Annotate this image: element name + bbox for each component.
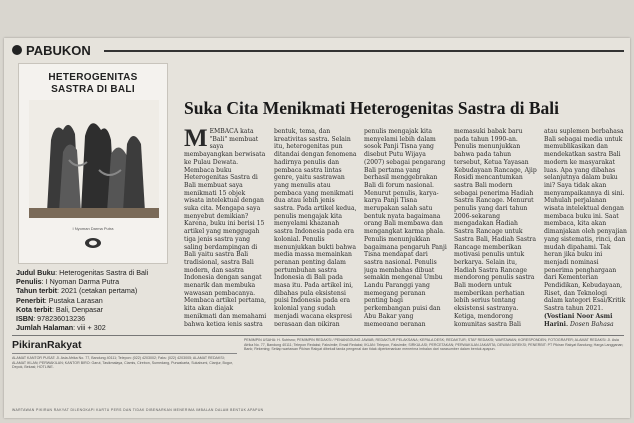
book-info-key: Jumlah Halaman	[16, 323, 74, 333]
author-signature-role: Dosen Bahasa	[570, 320, 614, 326]
column-text: penulis mengajak kita menyelami lebih dalam sosok Panji Tisna yang disebut Putu Wijaya (2007) sebagai pengarang Bali pertama yang berhasil menggebrakan Bali di forum nasional. Menurut penulis, karya-karya Panji Tisna merupakan salah satu bentuk nyata bagaimana orang Bali membawa dan mengangkat karma phala. Penulis menunjukkan bagaimana pengaruh Panji Tisna mendapat dari sastra nasional. Penulis juga membahas dibuat semakin mengenal Umbu Landu Paranggi yang memegang peranan penting bagi perkembangan puisi dan Abu Bakar yang memegang peranan	[364, 128, 447, 326]
section-rule	[104, 50, 624, 52]
book-info-value: : I Nyoman Darma Putra	[41, 277, 120, 287]
footer-strip: WARTAWAN PIKIRAN RAKYAT DILENGKAPI KARTU PERS DAN TIDAK DIBENARKAN MENERIMA IMBALAN DALAM BENTUK APAPUN	[12, 408, 264, 412]
book-info-key: Penerbit	[16, 295, 45, 305]
book-info-key: Judul Buku	[16, 268, 56, 277]
cover-title	[19, 72, 167, 96]
book-info-value: : viii + 302	[73, 323, 106, 333]
book-info-row	[16, 323, 176, 332]
column-text: EMBACA kata "Bali" membuat saya membayangkan berwisata ke Pulau Dewata. Membaca buku Heterogenitas Sastra di Bali membuat saya menikmati 15 objek wisata intelektual dengan suka cita. Mengapa saya menyebut demikian? Karena, buku ini berisi 15 artikel yang menggugah tiga jenis sastra yang saling berdampingan di Bali yaitu sastra Bali tradisional, sastra Bali modern, dan sastra Indonesia dengan sangat menarik dan membuka wawasan pembacanya. Membaca artikel pertama, kita akan diajak menikmati dan memahami bahwa ketiga jenis sastra	[184, 128, 267, 326]
article-column-3	[364, 128, 447, 326]
section-label: PABUKON	[26, 42, 91, 58]
article-body	[184, 128, 630, 328]
book-info-key: ISBN	[16, 314, 34, 324]
book-info-value: : Heterogenitas Sastra di Bali	[55, 268, 149, 277]
masthead-rule	[12, 353, 237, 354]
article-column-2	[274, 128, 357, 326]
cover-title-line1: HETEROGENITAS	[48, 72, 138, 83]
masthead-logo: PikiranRakyat	[12, 339, 82, 351]
book-info-row	[16, 296, 176, 305]
book-info-row	[16, 305, 176, 314]
book-info-row	[16, 268, 176, 277]
book-info-value: : Pustaka Larasan	[44, 295, 103, 305]
cover-author: I Nyoman Darma Putra	[72, 226, 114, 231]
column-text: memasuki babak baru pada tahun 1990-an. Penulis menunjukkan bahwa pada tahun tersebut, Ketua Yayasan Kebudayaan Rancage, Ajip Rosidi mencantumkan sastra Bali modern sebagai penerima Hadiah Sastra Rancage. Menurut penulis yang dari tahun 2006-sekarang mengadakan Hadiah Sastra Rancage untuk Sastra Bali, Hadiah Sastra Rancage memberikan motivasi penulis untuk berkarya. Selain itu, Hadiah Sastra Rancage mendorong penulis sastra Bali modern untuk memberikan perhatian lebih serius tentang eksistensi sastranya. Ketiga, mendorong komunitas sastra Bali	[454, 128, 537, 326]
book-cover	[18, 63, 168, 264]
colophon-footer	[12, 335, 624, 414]
book-info-row	[16, 277, 176, 286]
book-info-value: : 978236013236	[33, 314, 86, 324]
column-text: bentuk, tema, dan kreativitas sastra. Selain itu, heterogenitas pun ditandai dengan fenomena hadirnya penulis dan pembaca sastra lintas genre, yaitu sastrawan yang menulis atau pembaca yang menikmati dua atau lebih jenis sastra. Pada artikel kedua, penulis mengajak kita menyelami khazanah sastra Indonesia pada era kolonial. Penulis menunjukkan bukti bahwa media massa memainkan peranan penting dalam pertumbuhan sastra Indonesia di Bali pada masa itu. Pada artikel ini, dibahas pula eksistensi puisi Indonesia pada era kolonial yang sudah menjadi wacana ekspresi perasaan dan pikiran	[274, 128, 357, 326]
book-info-key: Tahun terbit	[16, 286, 57, 296]
book-info-row	[16, 286, 176, 295]
book-info-value: : 2021 (cetakan pertama)	[57, 286, 138, 296]
section-rubric	[12, 42, 91, 58]
book-info-value: : Bali, Denpasar	[51, 304, 104, 314]
publisher-logo	[83, 236, 103, 250]
address-block: ALAMAT KANTOR PUSAT: Jl. Asia Afrika No. 77, Bandung 40111; Telepon: (022) 4203002; Faks: (022) 4203005; ALAMAT REDAKSI; ALAMAT IKLAN; PERWAKILAN; KANTOR BIRO: Garut, Tasikmalaya, Ciamis, Cirebon, Sumedang, Purwakarta, Sukabumi, Cianjur, Bogor, Depok, Bekasi; HOTLINE.	[12, 356, 233, 370]
sculpture-figures-illustration	[29, 100, 159, 218]
column-text: atau suplemen berbahasa Bali sebagai media untuk memublikasikan dan mendekatkan sastra Bali modern ke masyarakat luas. Apa yang dibahas selanjutnya dalam buku ini? Saya tidak akan menyampaikannya di sini. Muhulah perjalanan wisata intelektual dengan membaca buku ini. Saat membaca, kita akan dimanjakan oleh penyajian yang sistematis, rinci, dan mudah dipahami. Tak heran jika buku ini menjadi nominasi penerima penghargaan dari Kementerian Pendidikan, Kebudayaan, Riset, dan Teknologi dalam kategori Esai/Kritik Sastra tahun 2021.	[544, 128, 627, 313]
article-headline: Suka Cita Menikmati Heterogenitas Sastra di Bali	[184, 98, 559, 118]
article-column-1	[184, 128, 267, 326]
book-info-row	[16, 314, 176, 323]
article-column-4	[454, 128, 537, 326]
book-info-key: Kota terbit	[16, 304, 52, 314]
newspaper-page	[4, 38, 630, 418]
bullet-icon	[12, 45, 22, 55]
colophon-block: PEMIMPIN USAHA: H. Sutrisno; PEMIMPIN REDAKSI / PENANGGUNG JAWAB; REDAKTUR PELAKSANA; KEPALA DESK; REDAKTUR; STAF REDAKSI; WARTAWAN; KORESPONDEN; FOTOGRAFER; ALAMAT REDAKSI: Jl. Asia Afrika No. 77, Bandung 40111; Telepon Redaksi; Faksimile; Email Redaksi; IKLAN: Telepon, Faksimile; SIRKULASI; PERCETAKAN; PERWAKILAN JAKARTA; DEWAN DIREKSI; PENERBIT: PT Pikiran Rakyat Bandung; Harga Langganan; Bank; Rekening; Setiap wartawan Pikiran Rakyat dibekali tanda pengenal dan tidak diperkenankan menerima imbalan dari narasumber dalam bentuk apapun.	[244, 338, 624, 352]
dropcap: M	[184, 128, 208, 152]
article-column-5	[544, 128, 627, 326]
book-info	[16, 268, 176, 332]
book-info-key: Penulis	[16, 277, 42, 287]
cover-title-line2: SASTRA DI BALI	[51, 84, 135, 95]
author-signature-name: (Vostiani Noor Asmi Harini,	[544, 312, 613, 326]
